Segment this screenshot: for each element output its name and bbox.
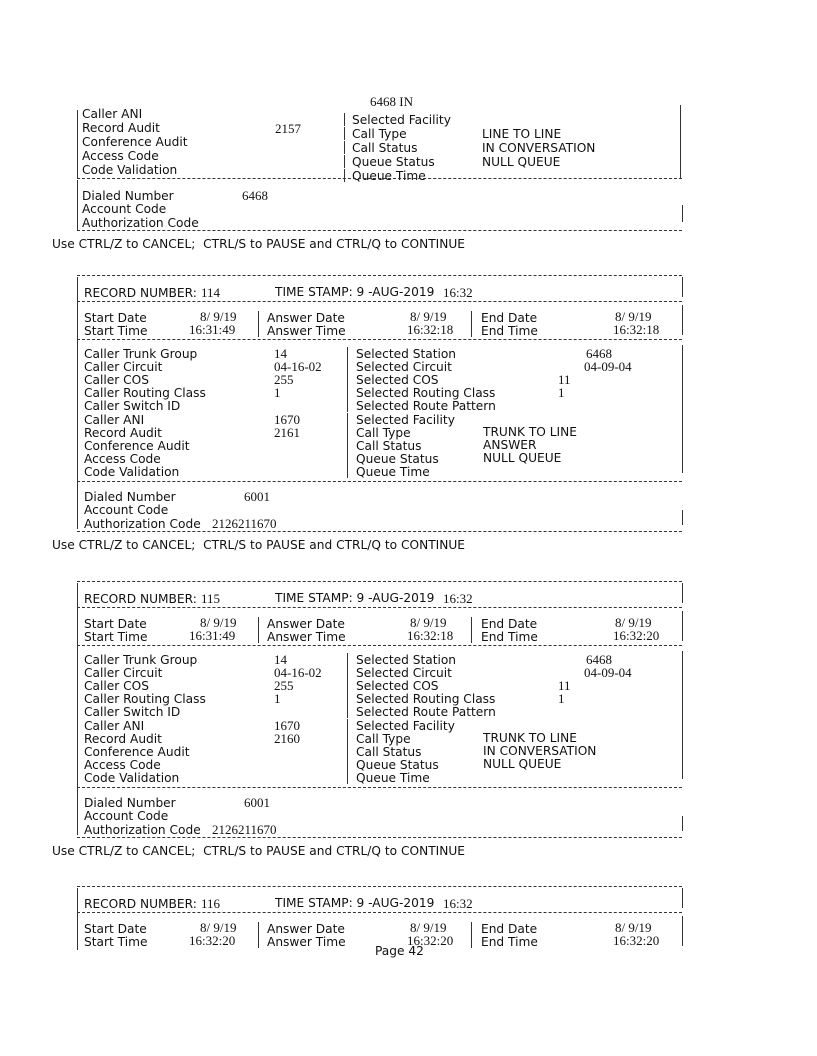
column-separator — [258, 922, 260, 935]
column-separator — [258, 630, 260, 643]
selected-field-label: Selected Route Pattern — [356, 705, 496, 720]
end-time-value: 16:32:18 — [613, 322, 660, 337]
selected-field-value: ANSWER — [483, 437, 537, 452]
caller-field-label: Record Audit — [84, 731, 162, 746]
caller-field-value: 14 — [274, 652, 287, 667]
answer-time-value: 16:32:18 — [407, 628, 454, 643]
column-separator — [347, 666, 349, 679]
end-date-label: End Date — [481, 617, 538, 631]
selected-field-value: 1 — [558, 385, 565, 401]
continue-prompt: Use CTRL/Z to CANCEL; CTRL/S to PAUSE and CTRL/Q to CONTINUE — [52, 538, 465, 552]
right-border — [680, 105, 681, 178]
caller-field-value: 04-16-02 — [274, 665, 322, 681]
answer-date-value: 8/ 9/19 — [410, 309, 447, 324]
start-date-label: Start Date — [84, 617, 147, 631]
column-separator — [347, 347, 349, 360]
column-separator — [347, 771, 349, 784]
record-top — [77, 581, 682, 582]
continue-prompt: Use CTRL/Z to CANCEL; CTRL/S to PAUSE and CTRL/Q to CONTINUE — [52, 237, 465, 251]
record-number: 115 — [201, 591, 221, 606]
answer-date-label: Answer Date — [267, 922, 345, 936]
record-top — [77, 275, 682, 276]
column-separator — [258, 311, 260, 324]
caller-field-label: Caller ANI — [82, 107, 143, 121]
caller-field-value: 1 — [274, 691, 281, 707]
record-top — [77, 886, 682, 887]
caller-field-value: 255 — [274, 678, 294, 694]
column-separator — [347, 439, 349, 452]
start-time-value: 16:32:20 — [189, 933, 236, 948]
selected-field-label: Selected Facility — [356, 412, 455, 427]
caller-field-label: Caller COS — [84, 679, 149, 694]
caller-field-label: Code Validation — [82, 163, 178, 177]
caller-field-label: Record Audit — [84, 425, 162, 440]
start-time-label: Start Time — [84, 630, 148, 644]
selected-field-label: Call Status — [356, 744, 422, 759]
caller-field-label: Conference Audit — [82, 135, 188, 149]
selected-field-label: Selected Circuit — [356, 666, 452, 681]
caller-field-value: 2161 — [274, 424, 300, 440]
column-separator — [471, 630, 473, 643]
answer-date-label: Answer Date — [267, 311, 345, 325]
account-code-label: Account Code — [84, 809, 169, 823]
column-separator — [347, 360, 349, 373]
selected-field-label: Selected Station — [356, 347, 457, 361]
left-border — [77, 277, 78, 529]
end-date-value: 8/ 9/19 — [615, 309, 652, 324]
right-border — [682, 305, 683, 335]
column-separator — [471, 311, 473, 324]
column-separator — [471, 922, 473, 935]
caller-field-label: Caller ANI — [84, 718, 145, 733]
column-separator — [347, 373, 349, 386]
selected-field-value: LINE TO LINE — [482, 127, 562, 141]
right-border — [682, 816, 683, 831]
selected-field-label: Call Type — [356, 425, 411, 440]
column-separator — [347, 452, 349, 465]
start-date-value: 8/ 9/19 — [200, 615, 237, 630]
start-time-value: 16:31:49 — [189, 322, 236, 337]
column-separator — [347, 732, 349, 745]
selected-field-label: Queue Time — [352, 169, 426, 183]
selected-field-label: Selected Routing Class — [356, 692, 496, 707]
column-separator — [347, 399, 349, 412]
right-border — [682, 888, 683, 908]
dialed-number-label: Dialed Number — [82, 189, 174, 203]
selected-field-value: 11 — [558, 372, 571, 388]
selected-field-label: Selected Facility — [356, 718, 455, 733]
caller-field-label: Caller Circuit — [84, 666, 163, 681]
answer-time-label: Answer Time — [267, 935, 346, 949]
header-divider — [77, 607, 682, 608]
caller-field-label: Caller Routing Class — [84, 386, 206, 401]
selected-field-value: 6468 — [586, 346, 612, 361]
right-border — [682, 345, 683, 473]
selected-field-label: Selected COS — [356, 373, 439, 388]
record-number-label: RECORD NUMBER: — [84, 897, 197, 911]
column-separator — [344, 155, 346, 168]
caller-field-label: Caller Trunk Group — [84, 653, 198, 667]
end-date-value: 8/ 9/19 — [615, 615, 652, 630]
time-stamp: TIME STAMP: 9 -AUG-2019 — [275, 591, 435, 605]
selected-field-value: TRUNK TO LINE — [483, 424, 577, 439]
selected-field-value: NULL QUEUE — [483, 756, 562, 771]
time-stamp: TIME STAMP: 9 -AUG-2019 — [275, 285, 435, 299]
dialed-number-label: Dialed Number — [84, 796, 176, 810]
caller-field-value: 14 — [274, 346, 287, 361]
column-separator — [471, 324, 473, 337]
caller-field-value: 04-16-02 — [274, 359, 322, 375]
selected-field-label: Call Status — [356, 438, 422, 453]
column-separator — [344, 169, 346, 182]
selected-field-value: IN CONVERSATION — [483, 743, 597, 758]
column-separator — [344, 113, 346, 126]
section-divider — [77, 339, 682, 340]
column-separator — [347, 745, 349, 758]
column-separator — [347, 653, 349, 666]
end-date-label: End Date — [481, 311, 538, 325]
record-number: 114 — [201, 285, 221, 300]
end-date-label: End Date — [481, 922, 538, 936]
dialed-number-value: 6468 — [242, 188, 268, 203]
start-date-label: Start Date — [84, 922, 147, 936]
caller-field-label: Caller Routing Class — [84, 692, 206, 707]
selected-field-value: 1 — [558, 691, 565, 707]
selected-field-value: 04-09-04 — [584, 359, 632, 375]
start-time-label: Start Time — [84, 324, 148, 338]
answer-time-label: Answer Time — [267, 324, 346, 338]
answer-date-value: 8/ 9/19 — [410, 615, 447, 630]
record-bottom — [77, 531, 682, 532]
column-separator — [471, 935, 473, 948]
column-separator — [258, 935, 260, 948]
right-border — [682, 583, 683, 603]
start-date-value: 8/ 9/19 — [200, 920, 237, 935]
dialed-number-label: Dialed Number — [84, 490, 176, 504]
end-time-value: 16:32:20 — [613, 933, 660, 948]
answer-date-label: Answer Date — [267, 617, 345, 631]
header-divider — [77, 912, 682, 913]
selected-field-label: Call Status — [352, 141, 418, 155]
column-separator — [347, 426, 349, 439]
selected-field-label: Queue Status — [356, 451, 439, 466]
left-border — [77, 110, 78, 178]
record-number-label: RECORD NUMBER: — [84, 592, 197, 606]
caller-field-label: Caller Switch ID — [84, 705, 181, 720]
page-number: Page 42 — [375, 944, 424, 958]
caller-field-value: 2160 — [274, 730, 300, 746]
column-separator — [344, 141, 346, 154]
right-border — [682, 916, 683, 946]
caller-field-label: Caller Switch ID — [84, 399, 181, 414]
column-separator — [347, 705, 349, 718]
start-time-label: Start Time — [84, 935, 148, 949]
authorization-code-label: Authorization Code — [84, 823, 201, 837]
right-border — [682, 205, 683, 222]
end-time-label: End Time — [481, 324, 538, 338]
caller-field-label: Caller Circuit — [84, 360, 163, 375]
selected-field-label: Call Type — [356, 731, 411, 746]
end-time-label: End Time — [481, 935, 538, 949]
caller-field-value: 1670 — [274, 717, 300, 733]
section-divider — [77, 787, 682, 788]
selected-field-label: Queue Time — [356, 464, 430, 479]
caller-field-label: Code Validation — [84, 770, 180, 785]
selected-field-value: IN CONVERSATION — [482, 141, 596, 155]
caller-field-value: 1670 — [274, 411, 300, 427]
right-border — [682, 611, 683, 641]
continue-prompt: Use CTRL/Z to CANCEL; CTRL/S to PAUSE and CTRL/Q to CONTINUE — [52, 844, 465, 858]
authorization-code-value: 2126211670 — [212, 822, 277, 837]
column-separator — [347, 758, 349, 771]
end-time-label: End Time — [481, 630, 538, 644]
record-number-label: RECORD NUMBER: — [84, 286, 197, 300]
right-border — [682, 510, 683, 525]
caller-field-label: Caller COS — [84, 373, 149, 388]
dialed-number-value: 6001 — [244, 795, 270, 810]
answer-time-value: 16:32:20 — [407, 933, 454, 948]
selected-field-label: Queue Time — [356, 770, 430, 785]
start-date-label: Start Date — [84, 311, 147, 325]
time-stamp: TIME STAMP: 9 -AUG-2019 — [275, 896, 435, 910]
selected-field-value: 6468 — [586, 652, 612, 667]
record-number: 116 — [201, 896, 221, 911]
selected-field-label: Queue Status — [352, 155, 435, 169]
caller-field-label: Access Code — [84, 757, 161, 772]
caller-field-label: Code Validation — [84, 464, 180, 479]
selected-field-value: 04-09-04 — [584, 665, 632, 681]
selected-field-label: Selected Station — [356, 653, 457, 667]
column-separator — [347, 386, 349, 399]
column-separator — [347, 719, 349, 732]
account-code-label: Account Code — [84, 503, 169, 517]
answer-time-label: Answer Time — [267, 630, 346, 644]
selected-field-label: Selected Facility — [352, 113, 451, 127]
caller-field-value: 255 — [274, 372, 294, 388]
end-date-value: 8/ 9/19 — [615, 920, 652, 935]
selected-field-label: Call Type — [352, 127, 407, 141]
time-stamp-time: 16:32 — [443, 285, 473, 300]
left-border — [77, 583, 78, 835]
selected-field-label: Selected COS — [356, 679, 439, 694]
account-code-label: Account Code — [82, 202, 167, 216]
column-separator — [347, 413, 349, 426]
selected-field-value: 11 — [558, 678, 571, 694]
time-stamp-time: 16:32 — [443, 896, 473, 911]
caller-field-label: Conference Audit — [84, 438, 190, 453]
selected-field-value: NULL QUEUE — [483, 450, 562, 465]
selected-field-label: Selected Circuit — [356, 360, 452, 375]
caller-field-label: Caller Trunk Group — [84, 347, 198, 361]
caller-field-label: Access Code — [82, 149, 159, 163]
selected-field-value: NULL QUEUE — [482, 155, 561, 169]
answer-date-value: 8/ 9/19 — [410, 920, 447, 935]
left-border — [77, 888, 78, 950]
caller-field-label: Access Code — [84, 451, 161, 466]
column-separator — [258, 324, 260, 337]
record-bottom — [77, 230, 682, 231]
end-time-value: 16:32:20 — [613, 628, 660, 643]
caller-field-value: 1 — [274, 385, 281, 401]
authorization-code-value: 2126211670 — [212, 516, 277, 531]
right-border — [682, 651, 683, 779]
authorization-code-label: Authorization Code — [82, 216, 199, 230]
start-date-value: 8/ 9/19 — [200, 309, 237, 324]
authorization-code-label: Authorization Code — [84, 517, 201, 531]
dialed-number-value: 6001 — [244, 489, 270, 504]
column-separator — [347, 465, 349, 478]
caller-field-label: Caller ANI — [84, 412, 145, 427]
section-divider — [77, 645, 682, 646]
column-separator — [347, 679, 349, 692]
column-separator — [471, 617, 473, 630]
selected-field-label: Selected Route Pattern — [356, 399, 496, 414]
answer-time-value: 16:32:18 — [407, 322, 454, 337]
selected-field-label: Queue Status — [356, 757, 439, 772]
left-border — [77, 180, 78, 230]
section-divider — [77, 178, 682, 179]
record-bottom — [77, 837, 682, 838]
time-stamp-time: 16:32 — [443, 591, 473, 606]
start-time-value: 16:31:49 — [189, 628, 236, 643]
right-border — [682, 277, 683, 297]
column-separator — [347, 692, 349, 705]
selected-field-value: TRUNK TO LINE — [483, 730, 577, 745]
record-audit-value: 2157 — [275, 121, 301, 136]
column-separator — [258, 617, 260, 630]
caller-field-label: Conference Audit — [84, 744, 190, 759]
caller-field-label: Record Audit — [82, 121, 160, 135]
selected-field-label: Selected Routing Class — [356, 386, 496, 401]
header-divider — [77, 301, 682, 302]
facility-value: 6468 IN — [370, 94, 413, 109]
section-divider — [77, 481, 682, 482]
column-separator — [344, 127, 346, 140]
